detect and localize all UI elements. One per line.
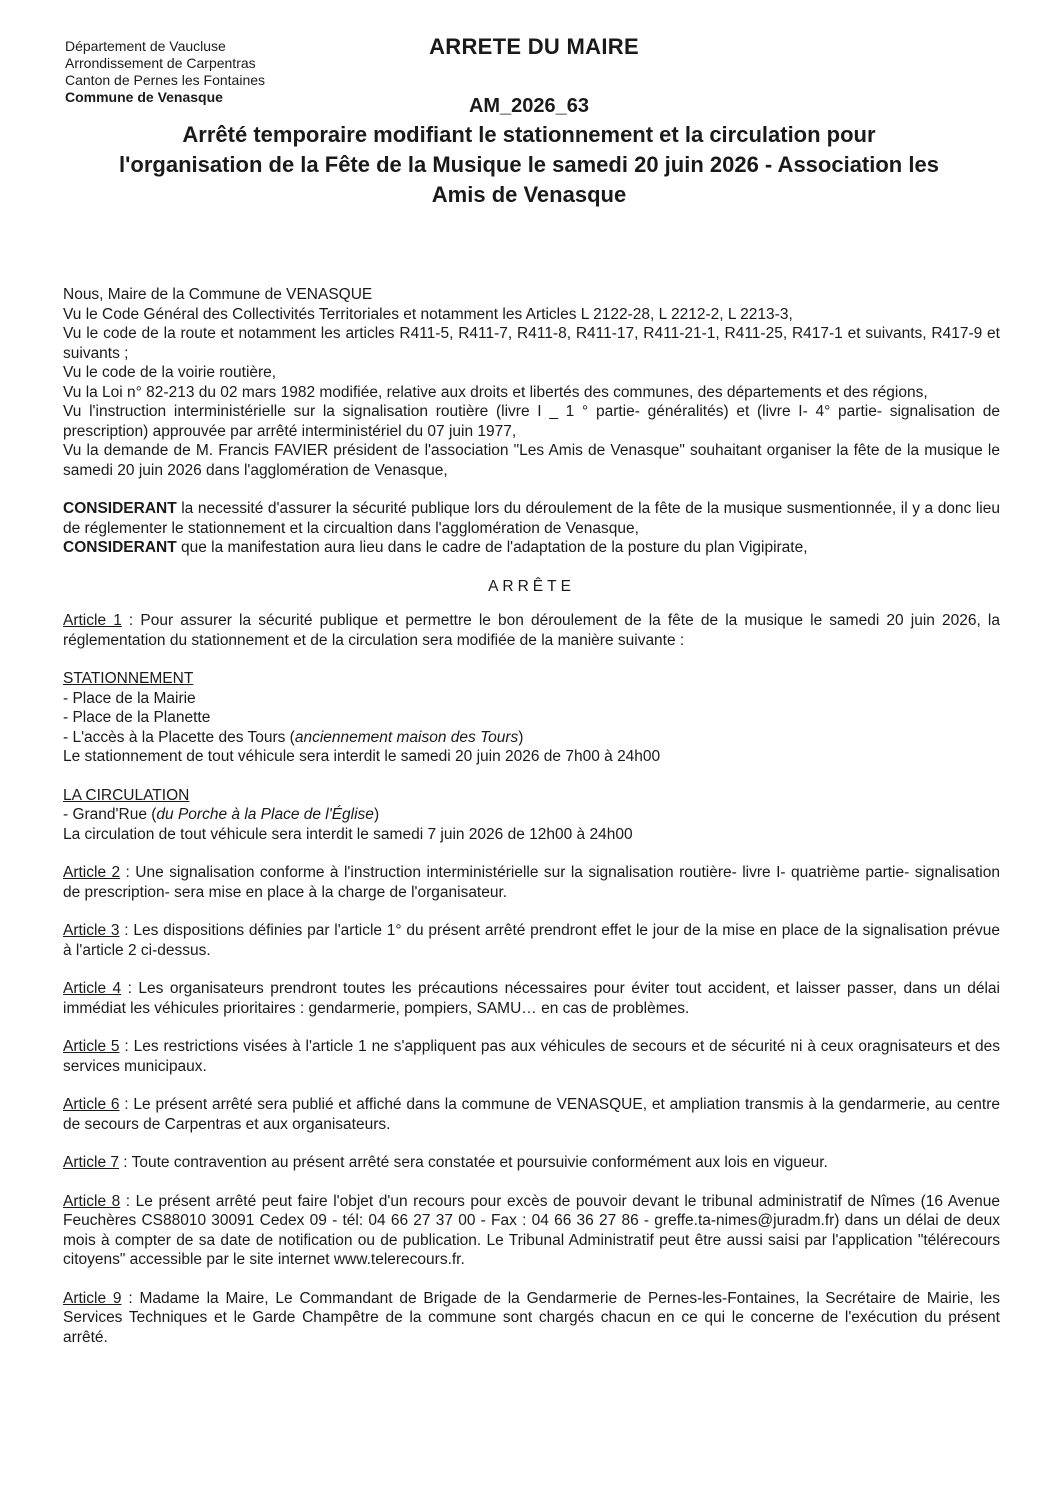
circulation-heading: LA CIRCULATION [63,786,190,804]
item-text: ) [373,806,380,823]
item-text: ) [518,728,524,746]
article-text: : Les organisateurs prendront toutes les précautions nécessaires pour éviter tout accident, et laisser passer, dans un délai immédiat les véhicules prioritaires : gendarmerie, pompiers, SAMU… en cas de problèmes. [63,980,1000,1017]
preamble-line: Vu le Code Général des Collectivités Territoriales et notamment les Articles L 2122-28, L 2212-2, L 2213-3, [63,305,793,323]
arrondissement-line: Arrondissement de Carpentras [65,55,256,71]
circulation-rule: La circulation de tout véhicule sera interdit le samedi 7 juin 2026 de 12h00 à 24h00 [63,825,633,843]
article-text: : Pour assurer la sécurité publique et permettre le bon déroulement de la fête de la musique le samedi 20 juin 2026, la réglementation du stationnement et de la circulation sera modifiée de la manière suivante : [63,612,1000,649]
article-text: : Les restrictions visées à l'article 1 ne s'appliquent pas aux véhicules de secours et de sécurité ni à ceux oragnisateurs et des services municipaux. [63,1038,1000,1075]
article-7 [63,1153,1000,1173]
canton-line: Canton de Pernes les Fontaines [65,72,266,88]
preamble-line: Vu la Loi n° 82-213 du 02 mars 1982 modifiée, relative aux droits et libertés des communes, des départements et des régions, [63,383,928,401]
article-label: Article 1 [63,612,122,629]
document-title: ARRETE DU MAIRE [429,34,639,59]
article-1 [63,611,1000,650]
circulation-item [63,805,1000,825]
decree-body [63,285,1000,1366]
considerant-paragraph [63,499,1000,538]
preamble [63,285,1000,480]
stationnement-section [63,669,1000,767]
article-text: : Le présent arrêté peut faire l'objet d'un recours pour excès de pouvoir devant le tribunal administratif de Nîmes (16 Avenue Feuchères CS88010 30091 Cedex 09 - tél: 04 66 27 37 00 - Fax : 04 66 36 27 86 - greffe.ta-nimes@juradm.fr) dans un délai de deux mois à compter de sa date de notification ou de publication. Le Tribunal Administratif peut être aussi saisi par l'application "télérecours citoyens" accessible par le site internet www.telerecours.fr. [63,1192,1000,1268]
article-4 [63,979,1000,1018]
preamble-line: Vu l'instruction interministérielle sur la signalisation routière (livre I _ 1 ° partie- généralités) et (livre I- 4° partie- signalisation de prescription) approuvée par arrêté interministériel du 07 juin 1977, [63,403,1000,440]
subject-line: Arrêté temporaire modifiant le stationnement et la circulation pour [182,122,876,147]
article-label: Article 3 [63,922,120,939]
article-text: : Madame la Maire, Le Commandant de Brigade de la Gendarmerie de Pernes-les-Fontaines, la Secrétaire de Mairie, les Services Techniques et le Garde Champêtre de la commune sont chargés chacun en ce qui le concerne de l'exécution du présent arrêté. [63,1289,1000,1346]
department-line: Département de Vaucluse [65,38,226,54]
article-label: Article 4 [63,980,122,997]
article-text: : Le présent arrêté sera publié et affiché dans la commune de VENASQUE, et ampliation transmis à la gendarmerie, au centre de secours de Carpentras et aux organisateurs. [63,1096,1000,1133]
article-6 [63,1095,1000,1134]
item-italic-text: anciennement maison des Tours [294,728,519,746]
item-italic-text: du Porche à la Place de l'Église [156,806,374,823]
item-text: - Grand'Rue ( [63,806,157,823]
considerant-text: la necessité d'assurer la sécurité publique lors du déroulement de la fête de la musique susmentionnée, il y a donc lieu de réglementer le stationnement et la circualtion dans l'agglomération de Venasque, [63,500,1000,537]
article-text: : Toute contravention au présent arrêté sera constatée et poursuivie conformément aux lois en vigueur. [119,1154,828,1171]
circulation-section [63,786,1000,845]
considerant-label: CONSIDERANT [63,500,177,517]
article-label: Article 9 [63,1289,122,1307]
article-label: Article 8 [63,1192,121,1210]
considerant-text: que la manifestation aura lieu dans le cadre de l'adaptation de la posture du plan Vigipirate, [176,539,808,556]
subject-line: l'organisation de la Fête de la Musique le samedi 20 juin 2026 - Association les [119,152,939,177]
item-text: - L'accès à la Placette des Tours ( [63,728,295,746]
article-label: Article 5 [63,1038,120,1055]
preamble-line: Vu le code de la route et notamment les articles R411-5, R411-7, R411-8, R411-17, R411-21-1, R411-25, R417-1 et suivants, R417-9 et suivants ; [63,325,1000,362]
article-2 [63,863,1000,902]
stationnement-heading: STATIONNEMENT [63,670,194,687]
stationnement-rule: Le stationnement de tout véhicule sera interdit le samedi 20 juin 2026 de 7h00 à 24h00 [63,748,661,765]
article-9 [63,1289,1000,1348]
article-label: Article 7 [63,1154,119,1171]
considerant-paragraph [63,538,1000,558]
commune-line: Commune de Venasque [65,89,223,105]
stationnement-item: - Place de la Planette [63,709,211,726]
article-8 [63,1192,1000,1270]
stationnement-item: - Place de la Mairie [63,689,196,707]
stationnement-item [63,728,1000,748]
decree-subject [50,120,1008,210]
preamble-line: Vu la demande de M. Francis FAVIER président de l'association "Les Amis de Venasque" souhaitant organiser la fête de la musique le samedi 20 juin 2026 dans l'agglomération de Venasque, [63,442,1000,479]
article-label: Article 2 [63,864,121,881]
article-text: : Une signalisation conforme à l'instruction interministérielle sur la signalisation routière- livre I- quatrième partie- signalisation de prescription- sera mise en place à la charge de l'organisateur. [63,864,1000,901]
arrete-heading: ARRÊTE [488,577,575,595]
considerant-label: CONSIDERANT [63,539,177,556]
article-label: Article 6 [63,1096,120,1113]
considerants [63,499,1000,558]
preamble-line: Vu le code de la voirie routière, [63,364,277,381]
decree-reference: AM_2026_63 [468,95,590,117]
subject-line: Amis de Venasque [431,182,627,207]
article-3 [63,921,1000,960]
preamble-line: Nous, Maire de la Commune de VENASQUE [63,286,373,303]
article-5 [63,1037,1000,1076]
article-text: : Les dispositions définies par l'article 1° du présent arrêté prendront effet le jour de la mise en place de la signalisation prévue à l'article 2 ci-dessus. [63,922,1000,959]
